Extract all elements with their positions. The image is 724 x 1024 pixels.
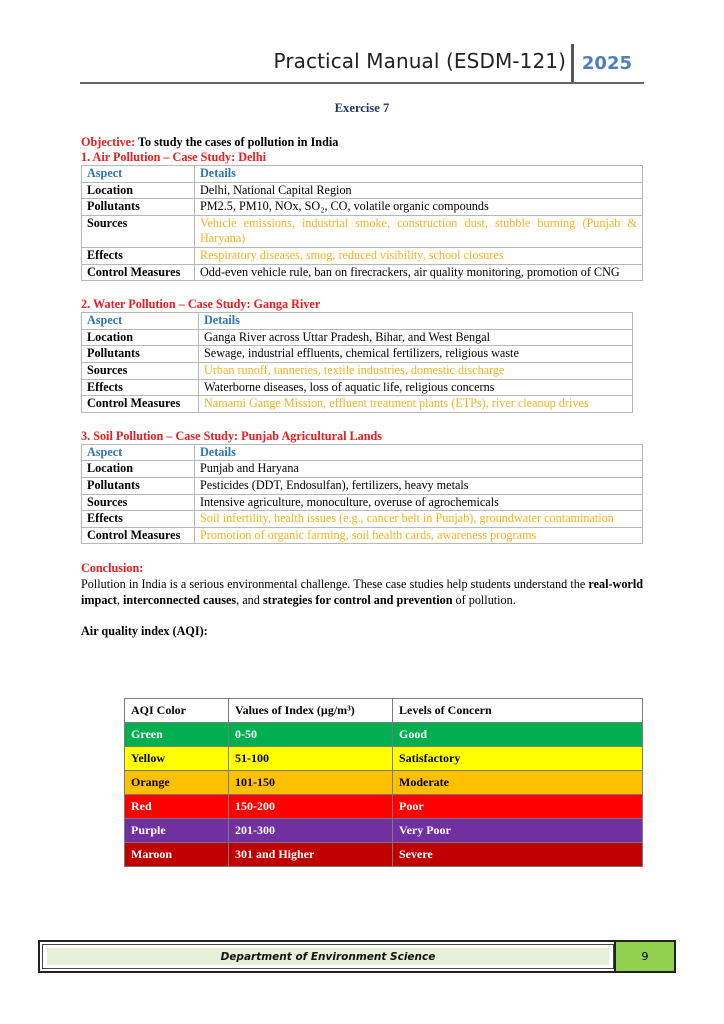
table-header-row [82, 444, 643, 461]
table-row [82, 264, 643, 281]
table-row [82, 527, 643, 544]
aqi-color-cell: Purple [125, 819, 229, 843]
details-cell: Vehicle emissions, industrial smoke, construction dust, stubble burning (Punjab & Haryana) [195, 215, 643, 247]
header-cell: Aspect [82, 313, 199, 330]
aqi-value-cell: 0-50 [229, 723, 393, 747]
aqi-color-cell: Yellow [125, 747, 229, 771]
table-row [82, 346, 633, 363]
aspect-cell: Control Measures [82, 527, 195, 544]
aspect-cell: Location [82, 461, 195, 478]
conclusion-heading: Conclusion: [81, 561, 144, 576]
header-cell: Details [195, 166, 643, 183]
details-cell: Namami Gange Mission, effluent treatment plants (ETPs), river cleanup drives [199, 396, 633, 413]
aspect-cell: Pollutants [82, 346, 199, 363]
main-content [81, 135, 643, 639]
aqi-color-cell: Orange [125, 771, 229, 795]
table-row [82, 329, 633, 346]
table-row [82, 396, 633, 413]
aqi-level-cell: Moderate [393, 771, 643, 795]
table-row [82, 494, 643, 511]
table-row [82, 247, 643, 264]
header-year: 2025 [581, 53, 632, 74]
details-cell: Delhi, National Capital Region [195, 182, 643, 199]
objective-label: Objective: [81, 135, 136, 149]
objective-text: To study the cases of pollution in India [135, 135, 339, 149]
aqi-header-cell: Values of Index (µg/m³) [229, 699, 393, 723]
soil-pollution-table [81, 444, 643, 545]
conclusion-paragraph: Pollution in India is a serious environmental challenge. These case studies help students understand the real-world impact, interconnected causes, and strategies for control and prevention of pollution. [81, 577, 643, 608]
table-row [82, 362, 633, 379]
section-soil-title: 3. Soil Pollution – Case Study: Punjab Agricultural Lands [81, 428, 383, 443]
aqi-color-cell: Maroon [125, 843, 229, 867]
aspect-cell: Location [82, 329, 199, 346]
aqi-level-cell: Severe [393, 843, 643, 867]
header-cell: Details [195, 444, 643, 461]
section-water-title: 2. Water Pollution – Case Study: Ganga River [81, 297, 321, 312]
aqi-row [125, 723, 643, 747]
table-row [82, 215, 643, 247]
aqi-level-cell: Satisfactory [393, 747, 643, 771]
footer-department-box [42, 944, 614, 969]
aqi-header-cell: Levels of Concern [393, 699, 643, 723]
details-cell: Soil infertility, health issues (e.g., cancer belt in Punjab), groundwater contamination [195, 511, 643, 528]
aspect-cell: Pollutants [82, 199, 195, 216]
header-cell: Details [199, 313, 633, 330]
aqi-title: Air quality index (AQI): [81, 624, 208, 639]
details-cell: Ganga River across Uttar Pradesh, Bihar, and West Bengal [199, 329, 633, 346]
aqi-table [124, 698, 643, 867]
aqi-value-cell: 51-100 [229, 747, 393, 771]
aqi-row [125, 795, 643, 819]
table-row [82, 182, 643, 199]
aspect-cell: Control Measures [82, 264, 195, 281]
table-header-row [82, 166, 643, 183]
header-cell: Aspect [82, 166, 195, 183]
table-row [82, 511, 643, 528]
header-title: Practical Manual (ESDM-121) [273, 49, 566, 73]
details-cell: Pesticides (DDT, Endosulfan), fertilizers, heavy metals [195, 477, 643, 494]
aqi-row [125, 747, 643, 771]
page-footer [38, 940, 676, 973]
section-air-title: 1. Air Pollution – Case Study: Delhi [81, 150, 266, 164]
aqi-level-cell: Poor [393, 795, 643, 819]
aqi-value-cell: 201-300 [229, 819, 393, 843]
details-cell: Odd-even vehicle rule, ban on firecrackers, air quality monitoring, promotion of CNG [195, 264, 643, 281]
aspect-cell: Control Measures [82, 396, 199, 413]
aqi-header-cell: AQI Color [125, 699, 229, 723]
aqi-color-cell: Red [125, 795, 229, 819]
aspect-cell: Effects [82, 379, 199, 396]
aqi-value-cell: 150-200 [229, 795, 393, 819]
aqi-color-cell: Green [125, 723, 229, 747]
aspect-cell: Sources [82, 362, 199, 379]
conclusion-emphasis: interconnected causes [122, 593, 237, 608]
air-pollution-table [81, 165, 643, 281]
objective [81, 135, 643, 150]
aqi-row [125, 771, 643, 795]
details-cell: Intensive agriculture, monoculture, overuse of agrochemicals [195, 494, 643, 511]
aspect-cell: Sources [82, 494, 195, 511]
details-cell: Urban runoff, tanneries, textile industries, domestic discharge [199, 362, 633, 379]
page-header [80, 44, 644, 84]
header-cell: Aspect [82, 444, 195, 461]
details-cell: PM2.5, PM10, NOx, SO₂, CO, volatile organic compounds [195, 199, 643, 216]
aspect-cell: Location [82, 182, 195, 199]
details-cell: Waterborne diseases, loss of aquatic life, religious concerns [199, 379, 633, 396]
aqi-value-cell: 101-150 [229, 771, 393, 795]
page-number: 9 [614, 942, 674, 971]
footer-department: Department of Environment Science [47, 948, 609, 965]
header-separator [571, 44, 574, 84]
details-cell: Respiratory diseases, smog, reduced visibility, school closures [195, 247, 643, 264]
table-row [82, 461, 643, 478]
aqi-level-cell: Good [393, 723, 643, 747]
aspect-cell: Effects [82, 247, 195, 264]
aqi-level-cell: Very Poor [393, 819, 643, 843]
aspect-cell: Pollutants [82, 477, 195, 494]
aqi-header-row [125, 699, 643, 723]
exercise-title: Exercise 7 [334, 101, 390, 115]
table-row [82, 477, 643, 494]
details-cell: Punjab and Haryana [195, 461, 643, 478]
table-row [82, 379, 633, 396]
table-header-row [82, 313, 633, 330]
conclusion-emphasis: real-world impact [81, 577, 643, 608]
header-rule [80, 82, 644, 84]
details-cell: Promotion of organic farming, soil health cards, awareness programs [195, 527, 643, 544]
details-cell: Sewage, industrial effluents, chemical fertilizers, religious waste [199, 346, 633, 363]
aspect-cell: Sources [82, 215, 195, 247]
aqi-value-cell: 301 and Higher [229, 843, 393, 867]
table-row [82, 199, 643, 216]
conclusion-emphasis: strategies for control and prevention [262, 593, 453, 608]
water-pollution-table [81, 312, 633, 413]
aqi-row [125, 819, 643, 843]
aspect-cell: Effects [82, 511, 195, 528]
aqi-row [125, 843, 643, 867]
